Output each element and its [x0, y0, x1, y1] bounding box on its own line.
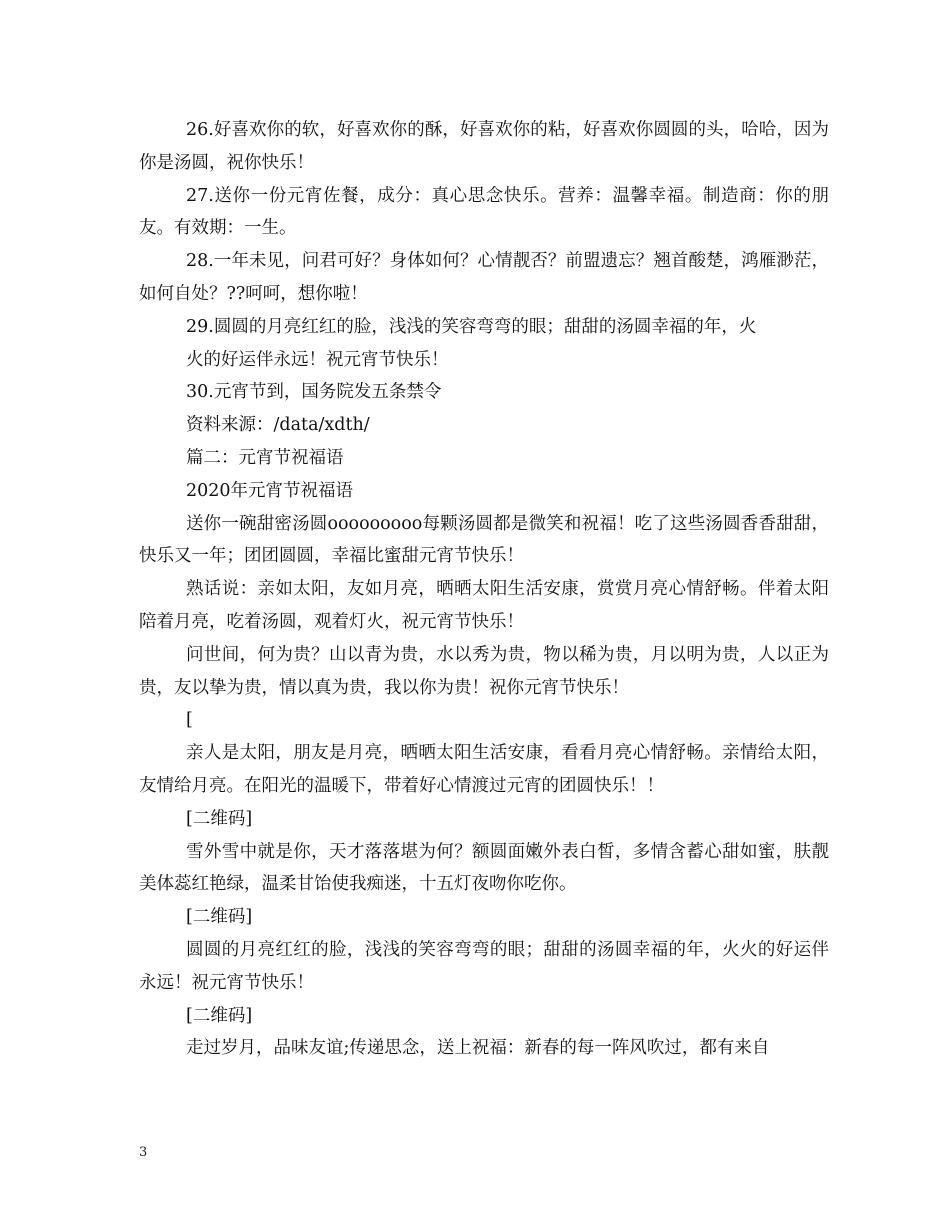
qr-code-placeholder-2: [二维码] — [186, 907, 253, 928]
paragraph-26: 26.好喜欢你的软，好喜欢你的酥，好喜欢你的粘，好喜欢你圆圆的头，哈哈，因为你是汤圆，祝你快乐！ — [139, 120, 829, 173]
paragraph-round-moon: 圆圆的月亮红红的脸，浅浅的笑容弯弯的眼；甜甜的汤圆幸福的年，火火的好运伴永远！祝元宵节快乐！ — [139, 939, 829, 993]
qr-code-placeholder-3: [二维码] — [186, 1005, 253, 1026]
paragraph-28: 28.一年未见，问君可好？身体如何？心情靓否？前盟遗忘？翘首酸楚，鸿雁渺茫，如何自处？??呵呵，想你啦！ — [139, 251, 829, 304]
bracket-line: [ — [186, 710, 193, 731]
page-number: 3 — [139, 1145, 148, 1160]
paragraph-29: 29.圆圆的月亮红红的脸，浅浅的笑容弯弯的眼；甜甜的汤圆幸福的年，火 — [186, 316, 757, 337]
document-body — [139, 114, 829, 1065]
paragraph-30: 30.元宵节到，国务院发五条禁令 — [186, 382, 442, 403]
paragraph-what-is-precious: 问世间，何为贵？山以青为贵，水以秀为贵，物以稀为贵，月以明为贵，人以正为贵，友以挚为贵，情以真为贵，我以你为贵！祝你元宵节快乐！ — [139, 644, 829, 698]
source-line: 资料来源：/data/xdth/ — [186, 415, 370, 436]
paragraph-sun-moon: 熟话说：亲如太阳，友如月亮，晒晒太阳生活安康，赏赏月亮心情舒畅。伴着太阳陪着月亮，吃着汤圆，观着灯火，祝元宵节快乐！ — [139, 579, 829, 632]
section-heading: 篇二：元宵节祝福语 — [186, 447, 344, 468]
qr-code-placeholder-1: [二维码] — [186, 808, 253, 829]
paragraph-family-sun: 亲人是太阳，朋友是月亮，晒晒太阳生活安康，看看月亮心情舒畅。亲情给太阳，友情给月亮。在阳光的温暖下，带着好心情渡过元宵的团圆快乐！！ — [139, 743, 829, 796]
paragraph-snow: 雪外雪中就是你，天才落落堪为何？额圆面嫩外表白皙，多情含蓄心甜如蜜，肤靓美体蕊红艳绿，温柔甘饴使我痴迷，十五灯夜吻你吃你。 — [139, 841, 829, 895]
paragraph-27: 27.送你一份元宵佐餐，成分：真心思念快乐。营养：温馨幸福。制造商：你的朋友。有效期：一生。 — [139, 185, 829, 239]
paragraph-years: 走过岁月，品味友谊;传递思念，送上祝福：新春的每一阵风吹过，都有来自 — [186, 1038, 770, 1059]
section-title: 2020年元宵节祝福语 — [186, 480, 354, 501]
paragraph-29-continued: 火的好运伴永远！祝元宵节快乐！ — [186, 349, 449, 370]
paragraph-sweet-tangyuan: 送你一碗甜密汤圆ooooooooo每颗汤圆都是微笑和祝福！吃了这些汤圆香香甜甜，快乐又一年；团团圆圆，幸福比蜜甜元宵节快乐！ — [139, 513, 829, 567]
